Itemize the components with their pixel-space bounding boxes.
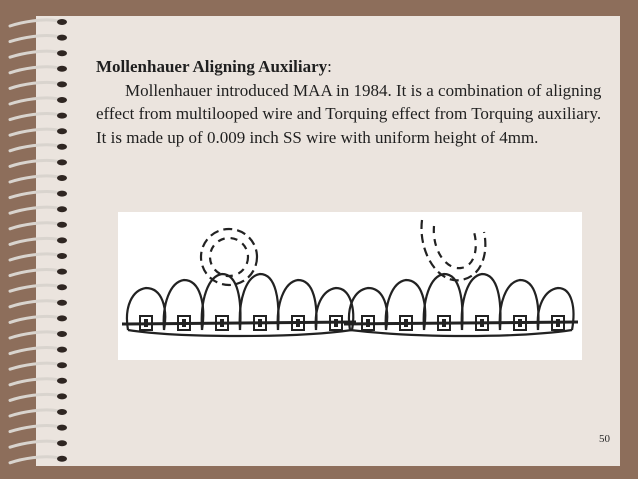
spiral-hole <box>57 253 67 259</box>
spiral-coil <box>10 238 58 244</box>
heading-colon: : <box>327 57 332 76</box>
bracket-slot <box>404 319 408 327</box>
spiral-coil <box>10 316 58 322</box>
bracket-slot <box>296 319 300 327</box>
spiral-coil <box>10 51 58 57</box>
spiral-coil <box>10 270 58 276</box>
bracket-diagram-svg <box>118 212 582 360</box>
spiral-hole <box>57 409 67 415</box>
spiral-binding-icon <box>4 14 76 474</box>
spiral-coil <box>10 160 58 166</box>
spiral-hole <box>57 378 67 384</box>
spiral-coil <box>10 441 58 447</box>
spiral-hole <box>57 425 67 431</box>
spiral-hole <box>57 206 67 212</box>
spiral-coil <box>10 176 58 182</box>
spiral-hole <box>57 81 67 87</box>
spiral-hole <box>57 50 67 56</box>
bracket-slot <box>258 319 262 327</box>
spiral-coil <box>10 285 58 291</box>
spiral-hole <box>57 97 67 103</box>
spiral-coil <box>10 301 58 307</box>
spiral-coil <box>10 129 58 135</box>
slide-heading: Mollenhauer Aligning Auxiliary <box>96 57 328 76</box>
spiral-hole <box>57 35 67 41</box>
bracket-slot <box>556 319 560 327</box>
right-tooth-row <box>349 274 573 336</box>
spiral-coil <box>10 207 58 213</box>
spiral-hole <box>57 19 67 25</box>
spiral-coil <box>10 145 58 151</box>
dental-arch-illustration <box>118 212 582 360</box>
spiral-hole <box>57 66 67 72</box>
spiral-hole <box>57 128 67 134</box>
spiral-hole <box>57 331 67 337</box>
spiral-hole <box>57 440 67 446</box>
bracket-slot <box>220 319 224 327</box>
spiral-coil <box>10 223 58 229</box>
spiral-coil <box>10 332 58 338</box>
spiral-coil <box>10 348 58 354</box>
spiral-hole <box>57 456 67 462</box>
spiral-hole <box>57 159 67 165</box>
spiral-hole <box>57 222 67 228</box>
spiral-coil <box>10 379 58 385</box>
slide-number: 50 <box>599 433 610 445</box>
left-archwire <box>122 322 356 324</box>
right-archwire <box>344 322 578 324</box>
spiral-coil <box>10 394 58 400</box>
spiral-hole <box>57 315 67 321</box>
spiral-coil <box>10 114 58 120</box>
spiral-coil <box>10 20 58 26</box>
spiral-coil <box>10 457 58 463</box>
right-torquing-loop <box>421 220 485 280</box>
spiral-hole <box>57 191 67 197</box>
spiral-hole <box>57 237 67 243</box>
spiral-hole <box>57 300 67 306</box>
bracket-slot <box>366 319 370 327</box>
spiral-coil <box>10 254 58 260</box>
bracket-slot <box>480 319 484 327</box>
spiral-coil <box>10 98 58 104</box>
spiral-hole <box>57 113 67 119</box>
slide-body-text: Mollenhauer introduced MAA in 1984. It is a combination of aligning effect from multilooped wire and Torquing effect from Torquing auxiliary. It is made up of 0.009 inch SS wire with uniform height of 4mm. <box>96 80 602 147</box>
spiral-coil <box>10 363 58 369</box>
bracket-slot <box>334 319 338 327</box>
spiral-coil <box>10 410 58 416</box>
spiral-hole <box>57 284 67 290</box>
spiral-coil <box>10 192 58 198</box>
bracket-slot <box>144 319 148 327</box>
spiral-hole <box>57 393 67 399</box>
spiral-coil <box>10 82 58 88</box>
slide-body <box>96 79 606 150</box>
spiral-hole <box>57 175 67 181</box>
slide-content <box>96 55 606 149</box>
slide-title-line <box>96 55 606 79</box>
bracket-slot <box>182 319 186 327</box>
bracket-slot <box>442 319 446 327</box>
spiral-hole <box>57 362 67 368</box>
spiral-hole <box>57 269 67 275</box>
spiral-hole <box>57 144 67 150</box>
spiral-hole <box>57 347 67 353</box>
bracket-slot <box>518 319 522 327</box>
spiral-coil <box>10 67 58 73</box>
spiral-coil <box>10 426 58 432</box>
spiral-coil <box>10 36 58 42</box>
